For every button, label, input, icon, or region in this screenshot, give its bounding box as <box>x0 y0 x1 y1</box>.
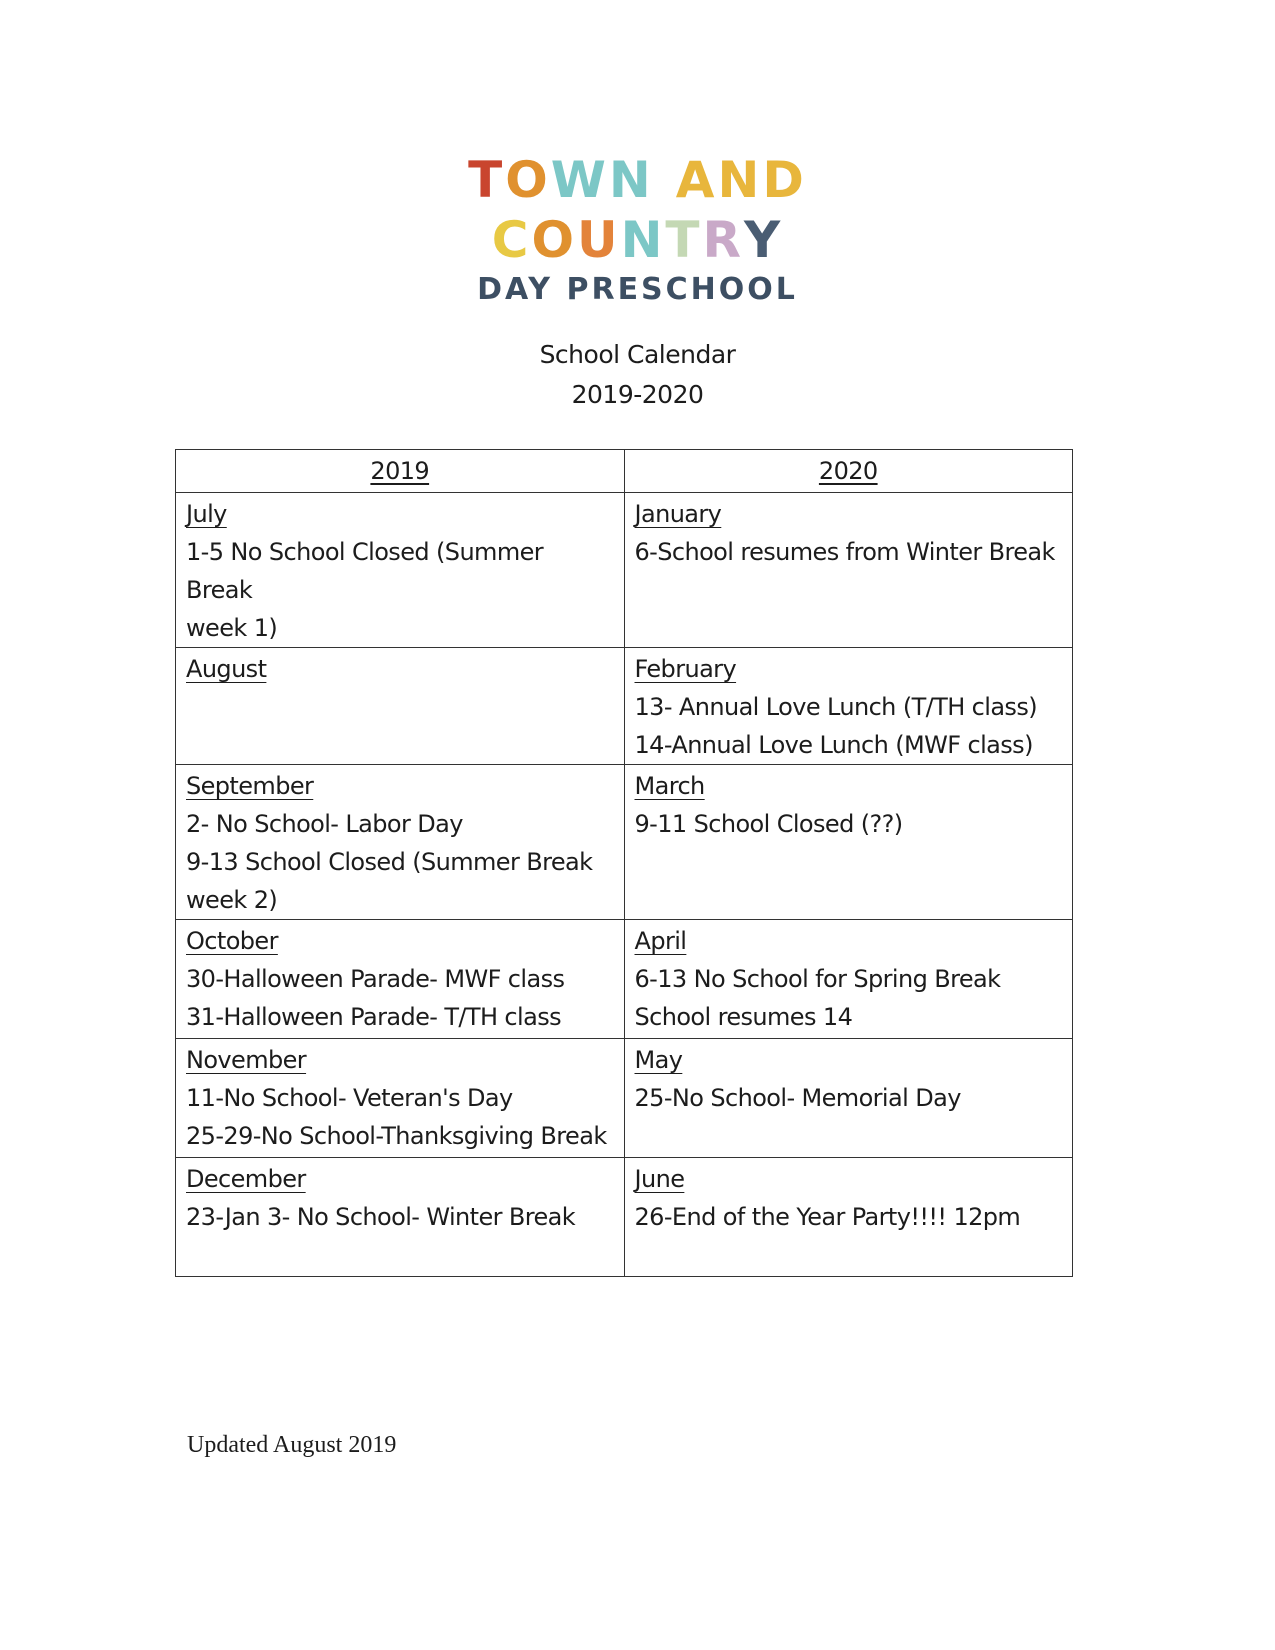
month-name: May <box>634 1046 683 1074</box>
logo-line2-letter: N <box>620 211 666 269</box>
month-label <box>635 1160 1063 1198</box>
logo-line1-letter: O <box>505 151 551 209</box>
year-header-2019: 2019 <box>176 450 625 493</box>
table-row <box>176 648 1073 765</box>
month-label <box>186 495 614 533</box>
event-text: 30-Halloween Parade- MWF class <box>186 965 565 993</box>
cell-2020 <box>624 765 1073 920</box>
month-name: December <box>186 1165 306 1193</box>
event-text: 11-No School- Veteran's Day <box>186 1084 513 1112</box>
cell-2019 <box>176 648 625 765</box>
table-row <box>176 1158 1073 1277</box>
document-subtitle-years: 2019-2020 <box>571 380 704 409</box>
calendar-table <box>175 449 1073 1277</box>
logo-line1-letter: D <box>762 151 807 209</box>
school-logo <box>0 150 1275 310</box>
table-row <box>176 1039 1073 1158</box>
month-label <box>186 767 614 805</box>
event-text: week 2) <box>186 886 278 914</box>
cell-2019 <box>176 1158 625 1277</box>
cell-2020 <box>624 1158 1073 1277</box>
logo-line-country <box>0 210 1275 270</box>
cell-2020 <box>624 493 1073 648</box>
month-name: January <box>634 500 722 528</box>
month-name: October <box>186 927 278 955</box>
logo-line2-letter: C <box>491 211 532 269</box>
cell-2020 <box>624 920 1073 1039</box>
logo-line1-letter: W <box>550 151 609 209</box>
event-text: 6-13 No School for Spring Break <box>634 965 1001 993</box>
logo-line1-letter <box>654 150 676 210</box>
event-text: 1-5 No School Closed (Summer Break <box>186 538 544 604</box>
cell-2019 <box>176 1039 625 1158</box>
event-text: 25-No School- Memorial Day <box>634 1084 961 1112</box>
table-header-row <box>176 450 1073 493</box>
event-text: 25-29-No School-Thanksgiving Break <box>186 1122 607 1150</box>
table-row <box>176 920 1073 1039</box>
event-text: week 1) <box>186 614 278 642</box>
logo-line2-letter: Y <box>744 211 784 269</box>
month-label <box>186 650 614 688</box>
cell-2019 <box>176 920 625 1039</box>
year-header-2020: 2020 <box>624 450 1073 493</box>
month-label <box>635 922 1063 960</box>
month-label <box>635 495 1063 533</box>
logo-line1-letter: N <box>717 151 763 209</box>
cell-2020 <box>624 648 1073 765</box>
cell-2020 <box>624 1039 1073 1158</box>
month-name: July <box>186 500 227 528</box>
logo-line-town-and <box>0 150 1275 210</box>
event-text: 26-End of the Year Party!!!! 12pm <box>634 1203 1021 1231</box>
cell-2019 <box>176 765 625 920</box>
month-name: June <box>634 1165 685 1193</box>
month-label <box>635 1041 1063 1079</box>
table-row <box>176 765 1073 920</box>
logo-line1-letter: N <box>608 151 654 209</box>
logo-line-day-preschool: DAY PRESCHOOL <box>477 272 798 307</box>
event-text: 31-Halloween Parade- T/TH class <box>186 1003 561 1031</box>
updated-note: Updated August 2019 <box>187 1432 397 1458</box>
month-label <box>186 922 614 960</box>
event-text: 9-13 School Closed (Summer Break <box>186 848 593 876</box>
cell-2019 <box>176 493 625 648</box>
month-label <box>186 1041 614 1079</box>
month-label <box>186 1160 614 1198</box>
logo-line2-letter: T <box>665 211 703 269</box>
month-name: September <box>186 772 314 800</box>
month-label <box>635 650 1063 688</box>
logo-line2-letter: O <box>531 211 577 269</box>
month-name: August <box>186 655 267 683</box>
event-text: 9-11 School Closed (??) <box>634 810 903 838</box>
event-text: 14-Annual Love Lunch (MWF class) <box>634 731 1033 759</box>
event-text: 23-Jan 3- No School- Winter Break <box>186 1203 576 1231</box>
event-text: School resumes 14 <box>634 1003 853 1031</box>
document-title: School Calendar <box>539 340 736 369</box>
event-text: 13- Annual Love Lunch (T/TH class) <box>634 693 1038 721</box>
table-row <box>176 493 1073 648</box>
event-text: 6-School resumes from Winter Break <box>634 538 1055 566</box>
logo-line2-letter: U <box>576 211 621 269</box>
month-name: April <box>634 927 687 955</box>
event-text: 2- No School- Labor Day <box>186 810 463 838</box>
month-label <box>635 767 1063 805</box>
month-name: November <box>186 1046 307 1074</box>
logo-line1-letter: A <box>675 151 718 209</box>
month-name: February <box>634 655 737 683</box>
logo-line1-letter: T <box>468 151 506 209</box>
logo-line2-letter: R <box>702 211 745 269</box>
month-name: March <box>634 772 705 800</box>
